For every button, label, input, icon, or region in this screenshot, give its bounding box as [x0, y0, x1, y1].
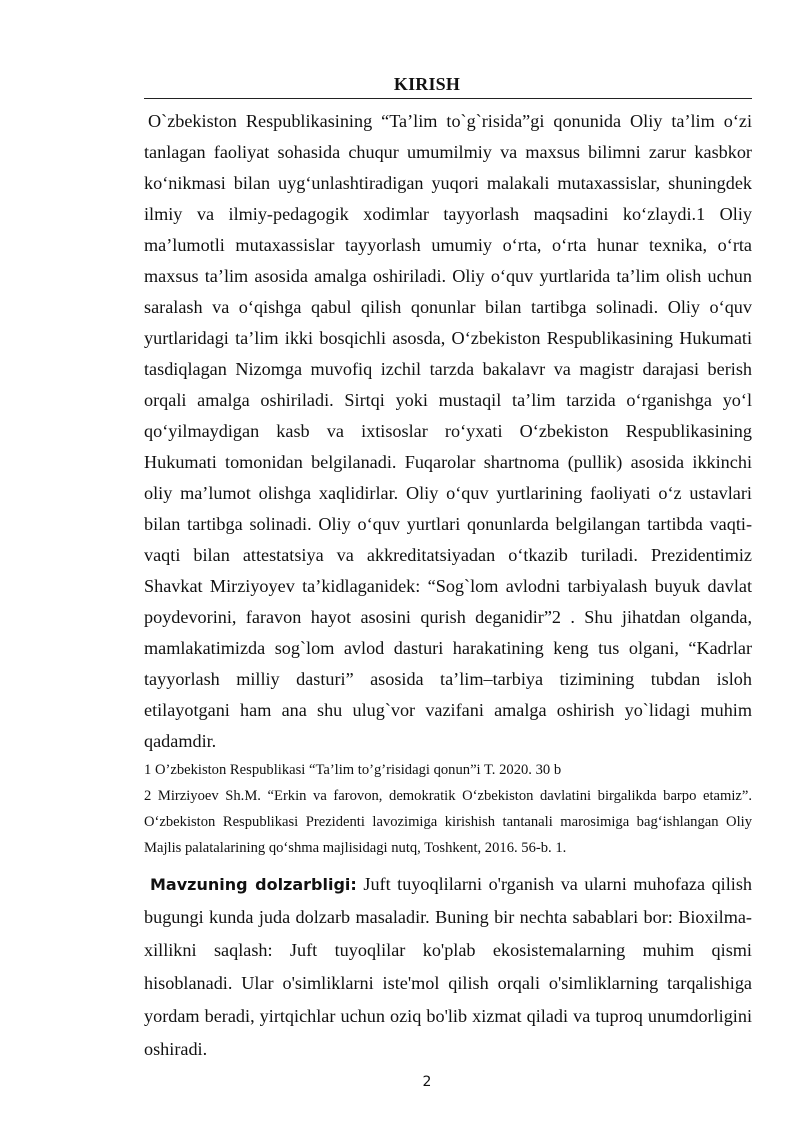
- intro-paragraph-text: O`zbekiston Respublikasining “Ta’lim to`g`risida”gi qonunida Oliy ta’lim o‘zi tanlagan faoliyat sohasida chuqur umumilmiy va maxsus bilimni zarur kasbkor ko‘nikmasi bilan uyg‘unlashtiradigan yuqori malakali mutaxassislar, shuningdek ilmiy va ilmiy-pedagogik xodimlar tayyorlash maqsadini ko‘zlaydi.1 Oliy ma’lumotli mutaxassislar tayyorlash umumiy o‘rta, o‘rta hunar texnika, o‘rta maxsus ta’lim asosida amalga oshiriladi. Oliy o‘quv yurtlarida ta’lim olish uchun saralash va o‘qishga qabul qilish qonunlar bilan tartibga solinadi. Oliy o‘quv yurtlaridagi ta’lim ikki bosqichli asosda, O‘zbekiston Respublikasining Hukumati tasdiqlagan Nizomga muvofiq izchil tarzda bakalavr va magistr darajasi berish orqali amalga oshiriladi. Sirtqi yoki mustaqil ta’lim tarzida o‘rganishga yo‘l qo‘yilmaydigan kasb va ixtisoslar ro‘yxati O‘zbekiston Respublikasining Hukumati tomonidan belgilanadi. Fuqarolar shartnoma (pullik) asosida ikkinchi oliy ma’lumot olishga xaqlidirlar. Oliy o‘quv yurtlarining faoliyati o‘z ustavlari bilan tartibga solinadi. Oliy o‘quv yurtlari qonunlarda belgilangan tartibda vaqti-vaqti bilan attestatsiya va akkreditatsiyadan o‘tkazib turiladi. Prezidentimiz Shavkat Mirziyoyev ta’kidlaganidek: “Sog`lom avlodni tarbiyalash buyuk davlat poydevorini, faravon hayot asosini qurish deganidir”2 . Shu jihatdan olganda, mamlakatimizda sog`lom avlod dasturi harakatining keng tus olgani, “Kadrlar tayyorlash milliy dasturi” asosida ta’lim–tarbiya tizimining tubdan isloh etilayotgani ham ana shu ulug`vor vazifani amalga oshirish yo`lidagi muhim qadamdir.: [144, 111, 752, 751]
- footnotes: [144, 757, 752, 861]
- relevance-text: Juft tuyoqlilarni o'rganish va ularni muhofaza qilish bugungi kunda juda dolzarb masaladir. Buning bir nechta sabablari bor: Bioxilma-xillikni saqlash: Juft tuyoqlilar ko'plab ekosistemalarning muhim qismi hisoblanadi. Ular o'simliklarni iste'mol qilish orqali o'simliklarning tarqalishiga yordam beradi, yirtqichlar uchun oziq bo'lib xizmat qiladi va tuproq unumdorligini oshiradi.: [144, 874, 753, 1059]
- relevance-paragraph: [144, 868, 752, 1066]
- page-title: KIRISH: [393, 74, 461, 94]
- footnote-1: 1 O’zbekiston Respublikasi “Ta’lim to’g’risidagi qonun”i T. 2020. 30 b: [144, 762, 562, 778]
- intro-paragraph: [144, 106, 752, 757]
- relevance-label: Mavzuning dolzarbligi:: [150, 875, 357, 894]
- title-divider: [144, 98, 752, 99]
- footnote-2: 2 Mirziyoev Sh.M. “Erkin va farovon, demokratik O‘zbekiston davlatini birgalikda barpo etamiz”. O‘zbekiston Respublikasi Prezidenti lavozimiga kirishish tantanali marosimiga bag‘ishlangan Oliy Majlis palatalarining qo‘shma majlisidagi nutq, Toshkent, 2016. 56-b. 1.: [144, 788, 752, 856]
- page-number: 2: [422, 1074, 432, 1090]
